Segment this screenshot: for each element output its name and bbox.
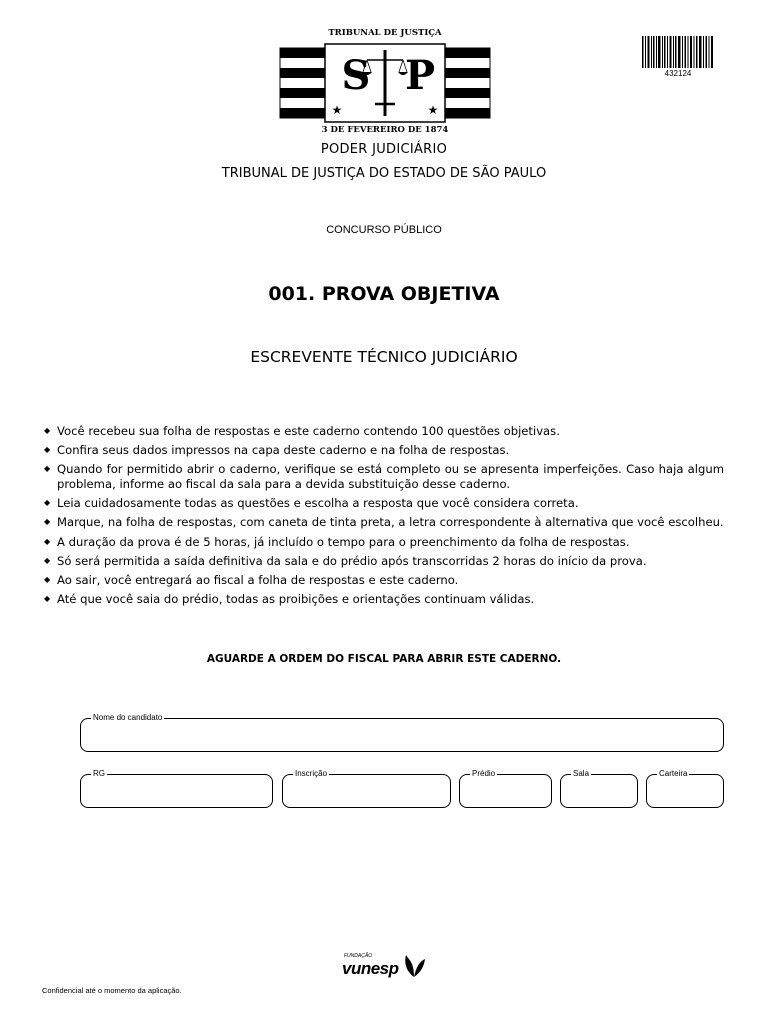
instruction-item: ◆ Marque, na folha de respostas, com caneta de tinta preta, a letra correspondente à alternativa que você escolheu. <box>44 515 724 530</box>
instruction-item: ◆ Confira seus dados impressos na capa deste caderno e na folha de respostas. <box>44 443 724 458</box>
court-seal <box>279 28 491 138</box>
vunesp-logo <box>340 953 430 983</box>
seal-letter-left: S <box>341 52 371 99</box>
sala-field[interactable] <box>560 769 638 808</box>
instruction-item: ◆ Até que você saia do prédio, todas as proibições e orientações continuam válidas. <box>44 592 724 607</box>
instructions-list <box>44 424 724 611</box>
instruction-item: ◆ Leia cuidadosamente todas as questões e escolha a resposta que você considera correta. <box>44 496 724 511</box>
seal-title: TRIBUNAL DE JUSTIÇA <box>328 28 442 38</box>
instruction-item: ◆ Quando for permitido abrir o caderno, verifique se está completo ou se apresenta imperfeições. Caso haja algum problema, informe ao fiscal da sala para a devida substituição desse caderno. <box>44 462 724 491</box>
seal-date: 3 DE FEVEREIRO DE 1874 <box>321 125 449 135</box>
inscricao-label: Inscrição <box>295 769 328 778</box>
rg-label: RG <box>93 769 105 778</box>
cargo-subtitle: ESCREVENTE TÉCNICO JUDICIÁRIO <box>250 348 518 366</box>
carteira-field[interactable] <box>646 769 724 808</box>
instruction-item: ◆ A duração da prova é de 5 horas, já incluído o tempo para o preenchimento da folha de respostas. <box>44 535 724 550</box>
rg-field[interactable] <box>80 769 273 808</box>
predio-label: Prédio <box>472 769 496 778</box>
sala-label: Sala <box>573 769 590 778</box>
seal-letter-right: P <box>404 52 436 99</box>
instruction-item: ◆ Ao sair, você entregará ao fiscal a folha de respostas e este caderno. <box>44 573 724 588</box>
candidate-name-field[interactable] <box>80 713 724 752</box>
svg-text:★: ★ <box>331 103 343 117</box>
seal-emblem <box>279 42 491 124</box>
confidential-note: Confidencial até o momento da aplicação. <box>42 986 182 995</box>
svg-text:★: ★ <box>427 103 439 117</box>
leaf-icon <box>402 953 426 979</box>
wait-notice: AGUARDE A ORDEM DO FISCAL PARA ABRIR ESTE CADERNO. <box>206 653 562 665</box>
candidate-name-label: Nome do candidato <box>93 713 163 722</box>
concurso-label: CONCURSO PÚBLICO <box>326 224 442 236</box>
predio-field[interactable] <box>459 769 552 808</box>
logo-name-text: vunesp <box>342 959 399 978</box>
barcode-number: 432124 <box>664 69 692 78</box>
tribunal-heading: TRIBUNAL DE JUSTIÇA DO ESTADO DE SÃO PAULO <box>221 166 547 181</box>
poder-judiciario-heading: PODER JUDICIÁRIO <box>320 142 448 157</box>
logo-foundation-text: FUNDAÇÃO <box>344 953 373 959</box>
inscricao-field[interactable] <box>282 769 451 808</box>
page-title: 001. PROVA OBJETIVA <box>268 283 500 305</box>
carteira-label: Carteira <box>659 769 688 778</box>
instruction-item: ◆ Você recebeu sua folha de respostas e este caderno contendo 100 questões objetivas. <box>44 424 724 439</box>
instruction-item: ◆ Só será permitida a saída definitiva da sala e do prédio após transcorridas 2 horas do início da prova. <box>44 554 724 569</box>
